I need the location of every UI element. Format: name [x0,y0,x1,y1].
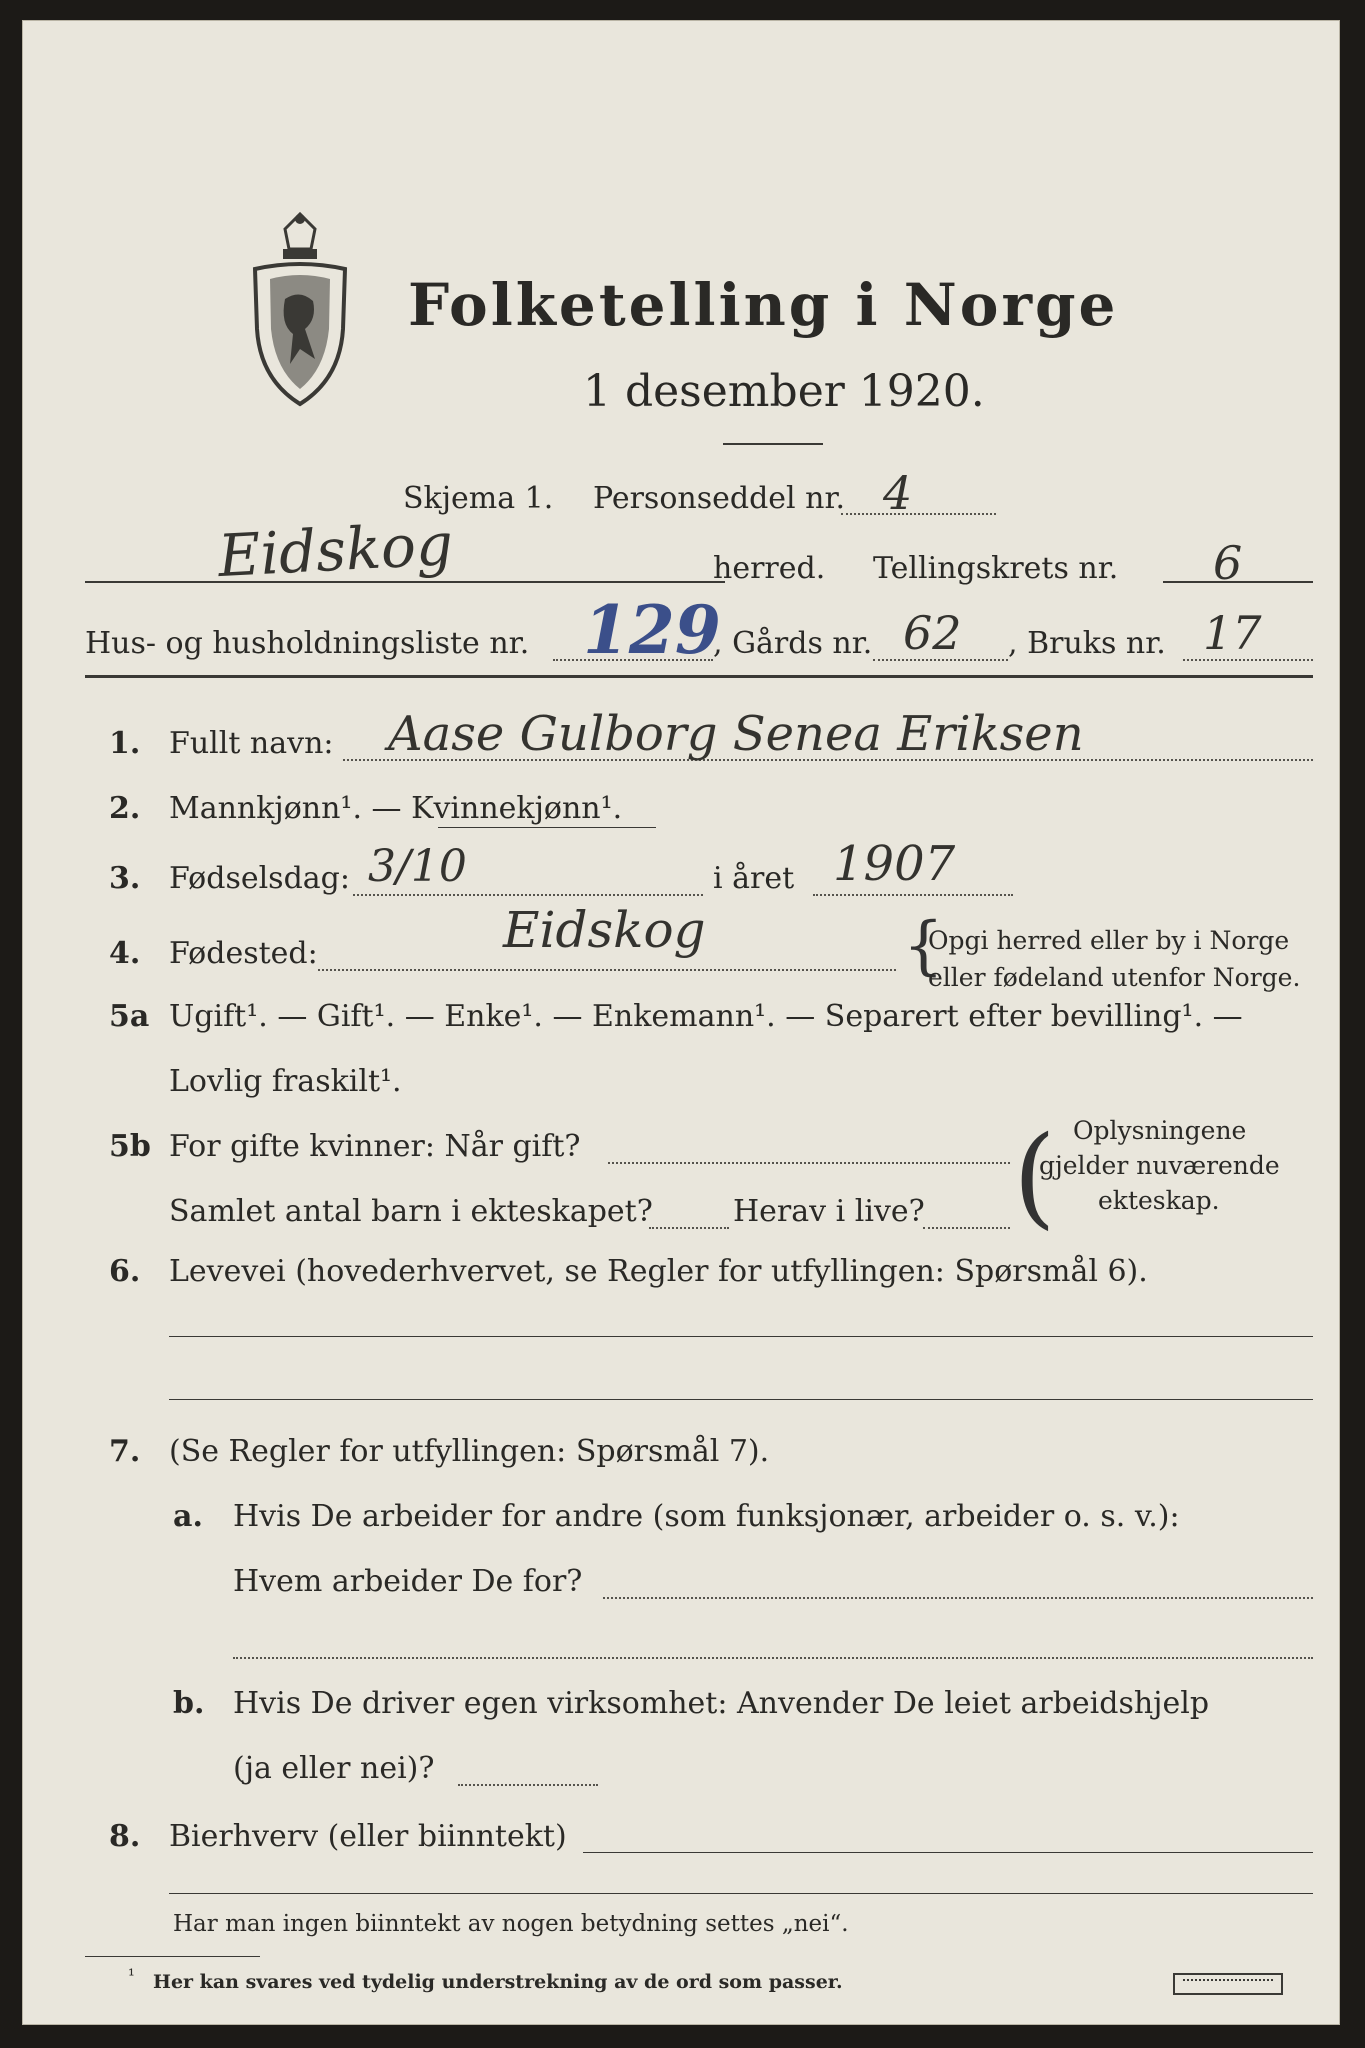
personseddel-label: Personseddel nr. [593,481,846,516]
q7b-line [458,1784,598,1786]
printer-stamp-icon [1173,1973,1283,1995]
q6-line-1 [169,1336,1313,1337]
q5b-note-3: ekteskap. [1098,1186,1220,1215]
q8-number: 8. [109,1819,141,1854]
q7a-line-1 [603,1597,1313,1599]
q1-label: Fullt navn: [169,726,334,761]
census-form [22,20,1340,2025]
bruks-label: , Bruks nr. [1008,626,1166,661]
hus-label: Hus- og husholdningsliste nr. [85,626,530,661]
q4-value: Eidskog [503,901,706,959]
q7-number: 7. [109,1434,141,1469]
q3-year-label: i året [713,861,795,896]
q7a-label: Hvis De arbeider for andre (som funksjonær, arbeider o. s. v.): [233,1499,1180,1534]
q3-label: Fødselsdag: [169,861,350,896]
personseddel-line [841,513,996,515]
q4-note-1: Opgi herred eller by i Norge [928,926,1290,955]
q6-label: Levevei (hovederhvervet, se Regler for utfyllingen: Spørsmål 6). [169,1254,1148,1289]
q6-number: 6. [109,1254,141,1289]
q5b-note-2: gjelder nuværende [1039,1151,1280,1180]
q1-value: Aase Gulborg Senea Eriksen [388,706,1084,762]
footnote-mark: ¹ [128,1966,135,1986]
q7a-number: a. [173,1499,203,1534]
q3-year-line [813,894,1013,896]
tellingskrets-value: 6 [1213,536,1243,590]
skjema-label: Skjema 1. [403,481,554,516]
q3-year-value: 1907 [833,836,956,892]
herred-line [85,581,725,583]
q7a-label-2: Hvem arbeider De for? [233,1564,583,1599]
q4-number: 4. [109,936,141,971]
q1-number: 1. [109,726,141,761]
q7b-label-2: (ja eller nei)? [233,1751,435,1786]
q5b-label: For gifte kvinner: Når gift? [169,1129,581,1164]
herred-value: Eidskog [216,509,455,591]
q5b-brace: ( [1013,1112,1056,1240]
q2-number: 2. [109,791,141,826]
q3-value: 3/10 [368,841,467,892]
q7b-number: b. [173,1686,205,1721]
q4-note-2: eller fødeland utenfor Norge. [928,963,1301,992]
footer-note: Har man ingen biinntekt av nogen betydning settes „nei“. [173,1911,849,1937]
footnote-divider [85,1956,260,1957]
q5b-note-1: Oplysningene [1073,1116,1247,1145]
q3-line [353,894,703,896]
q5a-label-2: Lovlig fraskilt¹. [169,1064,402,1099]
q2-underline [438,827,656,828]
footnote: Her kan svares ved tydelig understrekning av de ord som passer. [153,1971,843,1993]
q5a-number: 5a [109,999,150,1034]
q5b-line-3 [923,1227,1010,1229]
coat-of-arms-icon [245,209,355,409]
herred-label: herred. [713,551,826,586]
q8-line-2 [169,1893,1313,1894]
form-date: 1 desember 1920. [583,366,985,417]
q8-label: Bierhverv (eller biinntekt) [169,1819,567,1854]
q5b-number: 5b [109,1129,151,1164]
q3-number: 3. [109,861,141,896]
title-divider [723,443,823,445]
form-title: Folketelling i Norge [408,271,1119,339]
q6-line-2 [169,1399,1313,1400]
tellingskrets-label: Tellingskrets nr. [873,551,1119,586]
q8-line [583,1852,1313,1853]
q5b-line-1 [608,1162,1010,1164]
q7a-line-2 [233,1657,1313,1659]
gards-label: , Gårds nr. [713,626,873,661]
bruks-value: 17 [1203,606,1262,660]
q5b-line-2 [649,1227,729,1229]
q5b-label-3: Herav i live? [733,1194,925,1229]
q4-label: Fødested: [169,936,318,971]
q7-label: (Se Regler for utfyllingen: Spørsmål 7). [169,1434,770,1469]
hus-value: 129 [583,591,721,669]
personseddel-value: 4 [883,466,913,520]
q7b-label: Hvis De driver egen virksomhet: Anvender De leiet arbeidshjelp [233,1686,1210,1721]
header-divider [85,675,1313,678]
q4-brace: { [903,909,944,983]
q2-label: Mannkjønn¹. — Kvinnekjønn¹. [169,791,623,826]
q5b-label-2: Samlet antal barn i ekteskapet? [169,1194,653,1229]
q5a-label: Ugift¹. — Gift¹. — Enke¹. — Enkemann¹. — Separert efter bevilling¹. — [169,999,1243,1034]
q4-line [318,969,896,971]
gards-value: 62 [903,606,962,660]
